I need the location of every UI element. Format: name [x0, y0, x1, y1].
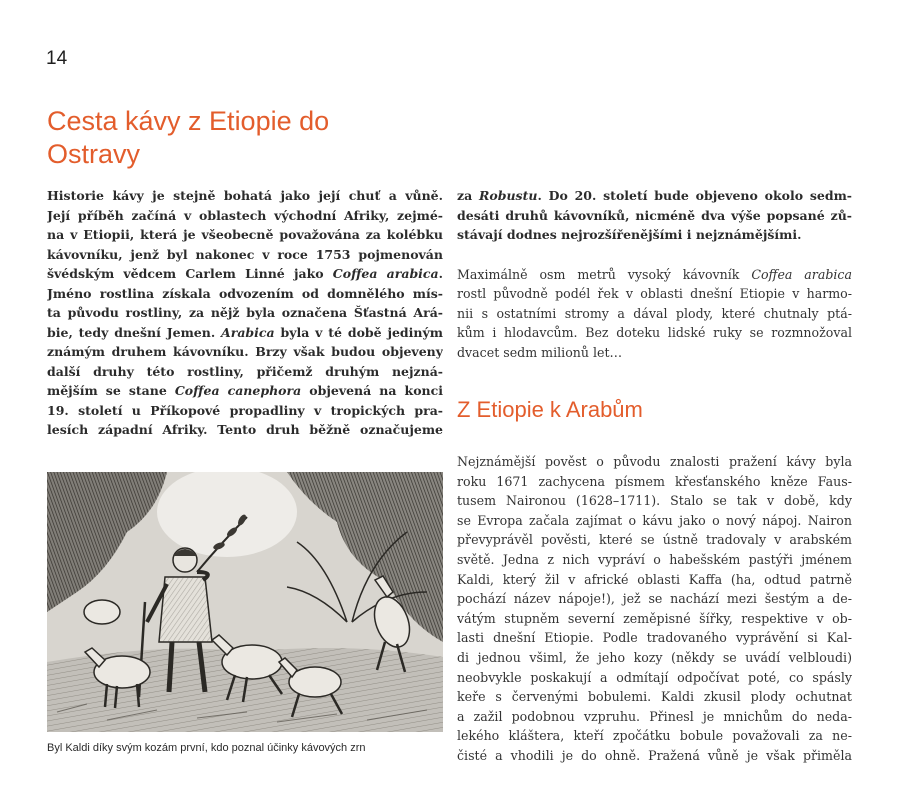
text-line: lesích západní Afriky. Tento druh běžně označujeme	[47, 422, 443, 437]
intro-paragraph	[47, 186, 443, 440]
text-line: Nejznámější pověst o původu znalosti pražení kávy byla	[457, 454, 852, 469]
text-line: na v Etiopii, která je všeobecně považována za kolébku	[47, 227, 443, 242]
text-line: mějším se stane Coffea canephora objevená na konci	[47, 383, 443, 398]
section-heading: Z Etiopie k Arabům	[457, 397, 643, 422]
text-line: další druhy této rostliny, přičemž druhým nejzná-	[47, 363, 443, 379]
text-line: za Robustu. Do 20. století bude objeveno okolo sedm-	[457, 188, 852, 203]
text-line: keře s červenými bobulemi. Kaldi zkusil plody ochutnat	[457, 689, 852, 705]
text-line: desáti druhů kávovníků, nicméně dva výše popsané zů-	[457, 207, 852, 223]
text-line: čisté a vhodili je do ohně. Pražená vůně je však přiměla	[457, 747, 852, 763]
goatherd-engraving	[47, 472, 443, 732]
text-line: Historie kávy je stejně bohatá jako její chuť a vůně.	[47, 188, 443, 203]
text-line: kávovníku, jenž byl nakonec v roce 1753 pojmenován	[47, 246, 443, 262]
text-line: Její příběh začíná v oblastech východní Afriky, zejmé-	[47, 207, 443, 223]
text-line: di jednou všiml, že jeho kozy (někdy se uvádí velbloudi)	[457, 649, 852, 665]
text-line: a zažil podobnou vzpruhu. Přinesl je mnichům do neda-	[457, 708, 852, 724]
text-line: pochází název nápoje!), jež se nachází mezi šestým a de-	[457, 591, 852, 607]
text-line: švédským vědcem Carlem Linné jako Coffea arabica.	[47, 266, 443, 281]
paragraph-2	[457, 265, 852, 363]
text-line: kům i hlodavcům. Bez doteku lidské ruky se rozmnožoval	[457, 325, 852, 340]
text-line: rostl původně podél řek v oblasti dnešní Etiopie v harmo-	[457, 286, 852, 301]
text-line: stávají dodnes nejrozšířenějšími i nejznámějšími.	[457, 227, 802, 242]
text-line: nii s ostatními stromy a dával plody, které chutnaly ptá-	[457, 305, 852, 321]
text-line: dvacet sedm milionů let…	[457, 344, 623, 360]
text-line: roku 1671 zachycena písmem křesťanského kněze Faus-	[457, 473, 852, 489]
figure-caption: Byl Kaldi díky svým kozám první, kdo poznal účinky kávových zrn	[47, 742, 366, 754]
right-column-top	[457, 186, 852, 362]
text-line: 19. století u Příkopové propadliny v tropických pra-	[47, 402, 443, 418]
text-line: ta původu rostliny, za nějž byla označena Šťastná Ará-	[47, 305, 443, 320]
text-line: vátým stupněm severní zeměpisné šířky, respektive v ob-	[457, 610, 852, 626]
text-line: tusem Naironou (1628–1711). Stalo se tak v době, kdy	[457, 493, 852, 509]
text-line: Maximálně osm metrů vysoký kávovník Coffea arabica	[457, 266, 852, 282]
text-line: převyprávěl pověsti, které se ústně tradovaly v arabském	[457, 532, 852, 548]
page-number: 14	[46, 48, 68, 69]
text-line: bie, tedy dnešní Jemen. Arabica byla v té době jediným	[47, 324, 443, 340]
text-line: Jméno rostlina získala odvozením od domnělého mís-	[47, 285, 443, 301]
text-line: známým druhem kávovníku. Brzy však budou objeveny	[47, 344, 443, 359]
text-line: světě. Jedna z nich vypráví o habešském pastýři jménem	[457, 551, 852, 567]
engraving-illustration	[47, 472, 443, 732]
text-line: se Evropa začala zajímat o kávu jako o nový nápoj. Nairon	[457, 512, 852, 528]
intro-continuation	[457, 186, 852, 245]
text-line: Kaldi, který žil v africké oblasti Kaffa (ha, odtud patrně	[457, 571, 852, 587]
text-line: lasti dnešní Etiopie. Podle tradovaného vyprávění si Kal-	[457, 630, 852, 646]
text-line: neobvykle poskakují a odmítají odpočívat poté, co spásly	[457, 669, 852, 685]
section-2-body	[457, 452, 852, 766]
text-line: lekého kláštera, kteří zpočátku bobule považovali za ne-	[457, 728, 852, 744]
page-title: Cesta kávy z Etiopie do Ostravy	[47, 106, 330, 169]
